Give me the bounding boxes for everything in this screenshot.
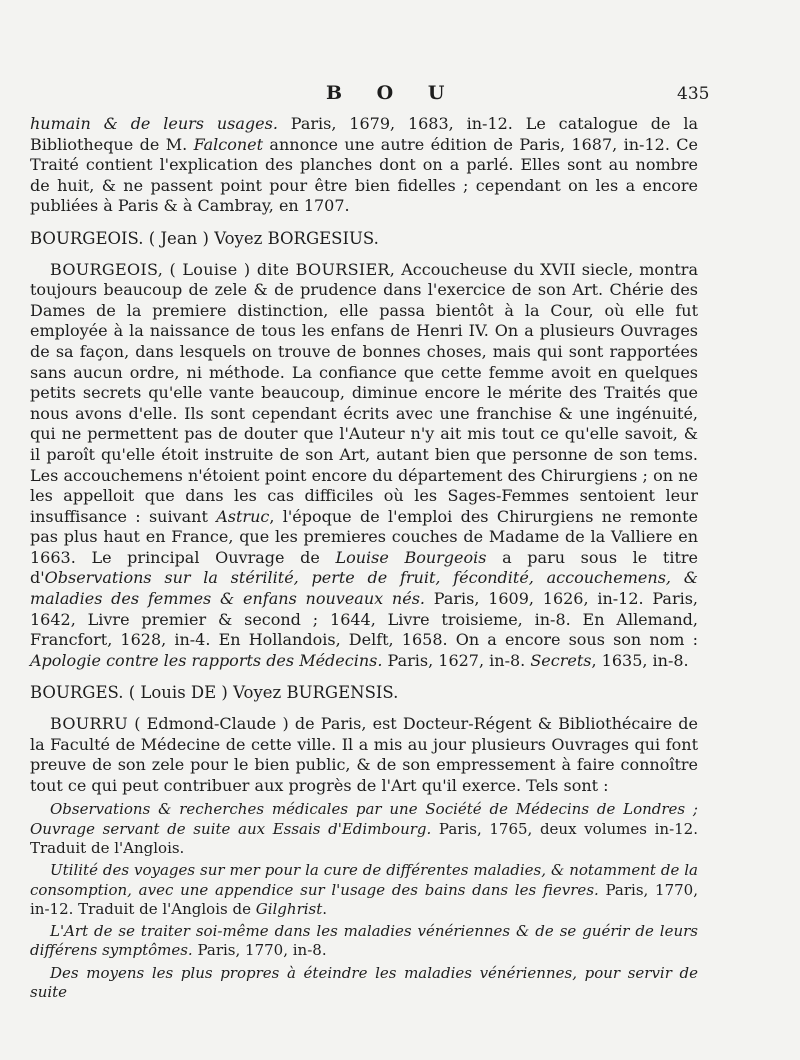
body-text [30, 114, 698, 1002]
entry-headword: BOURRU [50, 714, 129, 734]
book-title: Observations & recherches médicales par une Société de Médecins de Londres ; Ouvrage servant de suite aux Essais d'Edimbourg. [30, 800, 698, 838]
text-run: a paru sous le titre d' [30, 547, 698, 588]
text-run: ( Edmond-Claude ) de Paris, est Docteur-Régent & Bibliothécaire de la Faculté de Médecine de cette ville. Il a mis au jour plusieurs Ouvrages qui font preuve de son zele pour le bien public, & de son empressement à faire connoître tout ce qui peut contribuer aux progrès de l'Art qu'il exerce. Tels sont : [30, 714, 698, 795]
text-run: , l'époque de l'emploi des Chirurgiens ne remonte pas plus haut en France, que les premieres couches de Madame de la Valliere en 1663. Le principal Ouvrage de [30, 506, 699, 567]
italic-run: Astruc [216, 506, 270, 526]
text-run: . [322, 899, 328, 918]
book-title: Des moyens les plus propres à éteindre les maladies vénériennes, pour servir de suite [30, 963, 698, 1002]
running-head-title: B O U [326, 82, 459, 104]
book-citation [30, 964, 698, 1003]
book-details: Paris, 1770, in-8. [192, 941, 327, 960]
entry-headword: BOURGEOIS, ( Louise ) dite BOURSIER, [50, 259, 396, 279]
italic-run: Apologie contre les rapports des Médecins. [30, 650, 383, 670]
text-run: annonce une autre édition de Paris, 1687, in-12. Ce Traité contient l'explication des planches dont on a parlé. Elles sont au nombre de huit, & ne passent point pour être bien fidelles ; cependant on les a encore publiées à Paris & à Cambray, en 1707. [30, 134, 699, 216]
text-run: Accoucheuse du XVII siecle, montra toujours beaucoup de zele & de prudence dans l'exercice de son Art. Chérie des Dames de la premiere distinction, elle passa bientôt à la Cour, où elle fut employée à la naissance de tous les enfans de Henri IV. On a plusieurs Ouvrages de sa façon, dans lesquels on trouve de bonnes choses, mais qui sont rapportées sans aucun ordre, ni méthode. La confiance que cette femme avoit en quelques petits secrets qu'elle vante beaucoup, diminue encore le mérite des Traités que nous avons d'elle. Ils sont cependant écrits avec une franchise & une ingénuité, qui ne permettent pas de douter que l'Auteur n'y ait mis tout ce qu'elle savoit, & il paroît qu'elle étoit instruite de son Art, autant bien que personne de son tems. Les accouchemens n'étoient point encore du département des Chirurgiens ; on ne les appelloit que dans les cas difficiles où les Sages-Femmes sentoient leur insuffisance : suivant [30, 259, 698, 526]
entry-heading: BOURGES. ( Louis DE ) Voyez BURGENSIS. [30, 683, 399, 703]
italic-run: Observations sur la stérilité, perte de fruit, fécondité, accouchemens, & maladies des femmes & enfans nouveaux nés. [30, 568, 698, 609]
book-title: Utilité des voyages sur mer pour la cure de différentes maladies, & notamment de la consomption, avec une appendice sur l'usage des bains dans les fievres. [30, 861, 698, 899]
continued-paragraph [30, 114, 698, 217]
text-run: , 1635, in-8. [591, 650, 689, 670]
page-number: 435 [677, 84, 710, 104]
book-details: Paris, 1770, in-12. Traduit de l'Anglois de [30, 880, 698, 918]
book-citation [30, 861, 698, 919]
text-run: Paris, 1609, 1626, in-12. Paris, 1642, Livre premier & second ; 1644, Livre troisieme, in-8. En Allemand, Francfort, 1628, in-4. En Hollandois, Delft, 1658. On a encore sous son nom : [30, 589, 699, 650]
text-run: Paris, 1679, 1683, in-12. Le catalogue de la Bibliotheque de M. [30, 114, 698, 154]
entry-paragraph [30, 714, 698, 796]
book-details: Paris, 1765, deux volumes in-12. Traduit de l'Anglois. [30, 819, 698, 857]
translator-name: Gilghrist [255, 899, 323, 918]
book-citation [30, 800, 698, 858]
italic-run: Falconet [193, 134, 264, 154]
running-head [0, 82, 800, 106]
italic-run: Louise Bourgeois [335, 547, 487, 567]
book-citation [30, 922, 698, 961]
italic-run: humain & de leurs usages. [30, 114, 278, 133]
entry-paragraph [30, 260, 698, 672]
italic-run: Secrets [530, 650, 592, 670]
entry-heading: BOURGEOIS. ( Jean ) Voyez BORGESIUS. [30, 228, 379, 248]
book-title: L'Art de se traiter soi-même dans les maladies vénériennes & de se guérir de leurs différens symptômes. [30, 922, 698, 960]
text-run: Paris, 1627, in-8. [382, 650, 531, 670]
